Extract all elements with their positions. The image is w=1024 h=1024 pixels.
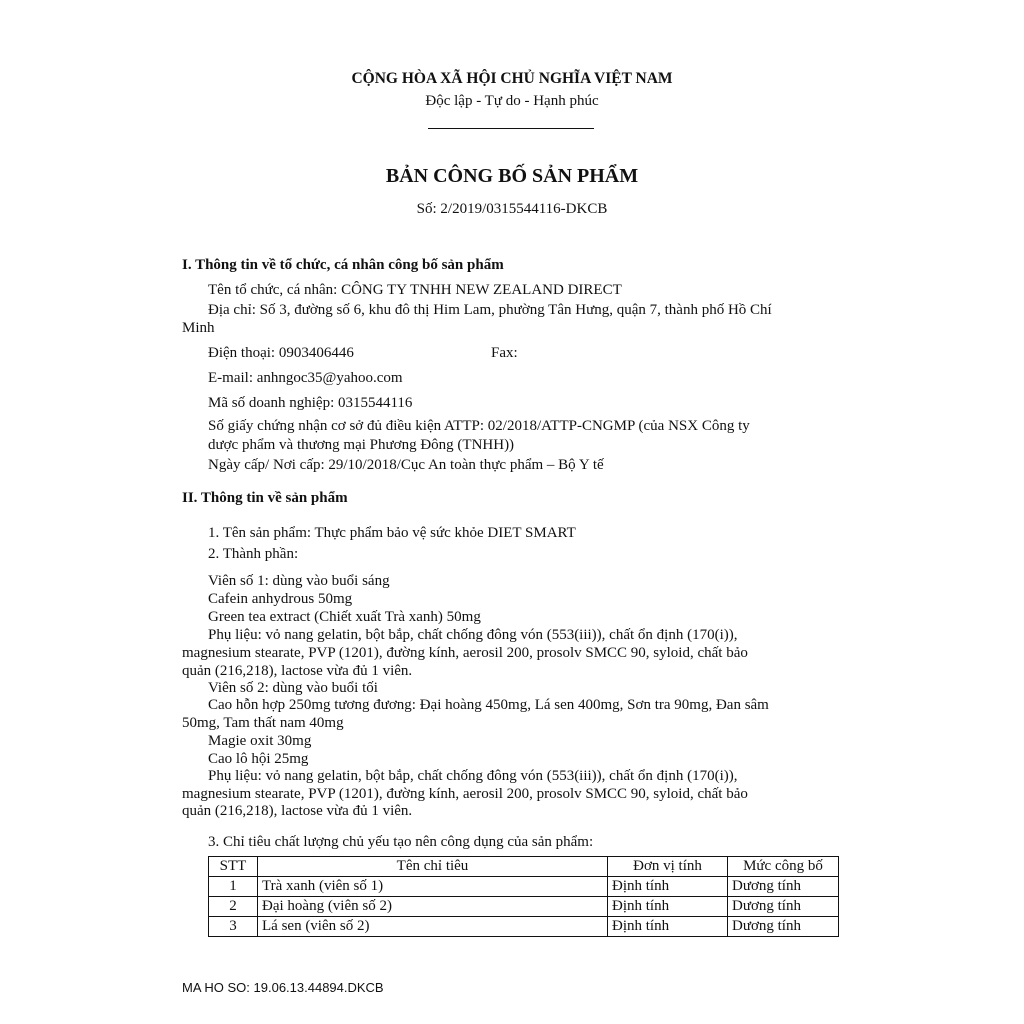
ingredient-line: quản (216,218), lactose vừa đủ 1 viên. <box>182 803 413 819</box>
certificate-line-2: dược phẩm và thương mại Phương Đông (TNHH)) <box>208 437 515 453</box>
table-cell: 1 <box>209 877 258 897</box>
column-header: Mức công bố <box>728 857 839 877</box>
table-cell: 2 <box>209 897 258 917</box>
table-row <box>209 917 839 937</box>
record-code: MA HO SO: 19.06.13.44894.DKCB <box>182 980 384 995</box>
ingredients-heading: 2. Thành phần: <box>208 546 299 562</box>
column-header: STT <box>209 857 258 877</box>
table-cell: 3 <box>209 917 258 937</box>
table-cell: Định tính <box>608 917 728 937</box>
table-cell: Dương tính <box>728 897 839 917</box>
product-name: 1. Tên sản phẩm: Thực phẩm bảo vệ sức khỏe DIET SMART <box>208 525 576 541</box>
ingredient-line: quản (216,218), lactose vừa đủ 1 viên. <box>182 663 413 679</box>
table-cell: Định tính <box>608 877 728 897</box>
table-cell: Dương tính <box>728 917 839 937</box>
ingredient-line: Magie oxit 30mg <box>208 733 312 749</box>
address-line-1: Địa chỉ: Số 3, đường số 6, khu đô thị Him Lam, phường Tân Hưng, quận 7, thành phố Hồ Chí <box>208 302 772 318</box>
quality-table <box>208 856 839 937</box>
ingredient-line: 50mg, Tam thất nam 40mg <box>182 715 344 731</box>
ingredient-line: Phụ liệu: vỏ nang gelatin, bột bắp, chất chống đông vón (553(iii)), chất ổn định (170(i)), <box>208 627 738 643</box>
section1-heading: I. Thông tin về tổ chức, cá nhân công bố sản phẩm <box>182 257 504 273</box>
header-divider <box>428 128 594 129</box>
table-header-row <box>209 857 839 877</box>
ingredient-line: Green tea extract (Chiết xuất Trà xanh) 50mg <box>208 609 481 625</box>
ingredient-line: Phụ liệu: vỏ nang gelatin, bột bắp, chất chống đông vón (553(iii)), chất ổn định (170(i)), <box>208 768 738 784</box>
table-row <box>209 877 839 897</box>
phone: Điện thoại: 0903406446 <box>208 345 354 361</box>
quality-heading: 3. Chỉ tiêu chất lượng chủ yếu tạo nên công dụng của sản phẩm: <box>208 834 594 850</box>
nation-heading: CỘNG HÒA XÃ HỘI CHỦ NGHĨA VIỆT NAM <box>351 70 673 87</box>
address-line-2: Minh <box>182 320 215 336</box>
table-cell: Lá sen (viên số 2) <box>258 917 608 937</box>
ingredient-line: magnesium stearate, PVP (1201), đường kính, aerosil 200, prosolv SMCC 90, syloid, chất bảo <box>182 645 748 661</box>
certificate-line-1: Số giấy chứng nhận cơ sở đủ điều kiện ATTP: 02/2018/ATTP-CNGMP (của NSX Công ty <box>208 418 750 434</box>
ingredient-line: Viên số 2: dùng vào buổi tối <box>208 680 378 696</box>
column-header: Đơn vị tính <box>608 857 728 877</box>
motto: Độc lập - Tự do - Hạnh phúc <box>425 93 599 109</box>
table-cell: Trà xanh (viên số 1) <box>258 877 608 897</box>
table-row <box>209 897 839 917</box>
table-cell: Dương tính <box>728 877 839 897</box>
fax: Fax: <box>491 345 518 361</box>
ingredient-line: Cao hỗn hợp 250mg tương đương: Đại hoàng 450mg, Lá sen 400mg, Sơn tra 90mg, Đan sâm <box>208 697 769 713</box>
ingredient-line: Cao lô hội 25mg <box>208 751 309 767</box>
table-cell: Định tính <box>608 897 728 917</box>
org-name: Tên tổ chức, cá nhân: CÔNG TY TNHH NEW ZEALAND DIRECT <box>208 282 622 298</box>
business-code: Mã số doanh nghiệp: 0315544116 <box>208 395 413 411</box>
ingredient-line: Cafein anhydrous 50mg <box>208 591 353 607</box>
document-title: BẢN CÔNG BỐ SẢN PHẨM <box>385 165 639 187</box>
section2-heading: II. Thông tin về sản phẩm <box>182 490 348 506</box>
issue-info: Ngày cấp/ Nơi cấp: 29/10/2018/Cục An toàn thực phẩm – Bộ Y tế <box>208 457 604 473</box>
table-cell: Đại hoàng (viên số 2) <box>258 897 608 917</box>
column-header: Tên chỉ tiêu <box>258 857 608 877</box>
document-number: Số: 2/2019/0315544116-DKCB <box>416 201 608 217</box>
email: E-mail: anhngoc35@yahoo.com <box>208 370 403 386</box>
ingredient-line: Viên số 1: dùng vào buổi sáng <box>208 573 390 589</box>
ingredient-line: magnesium stearate, PVP (1201), đường kính, aerosil 200, prosolv SMCC 90, syloid, chất bảo <box>182 786 748 802</box>
